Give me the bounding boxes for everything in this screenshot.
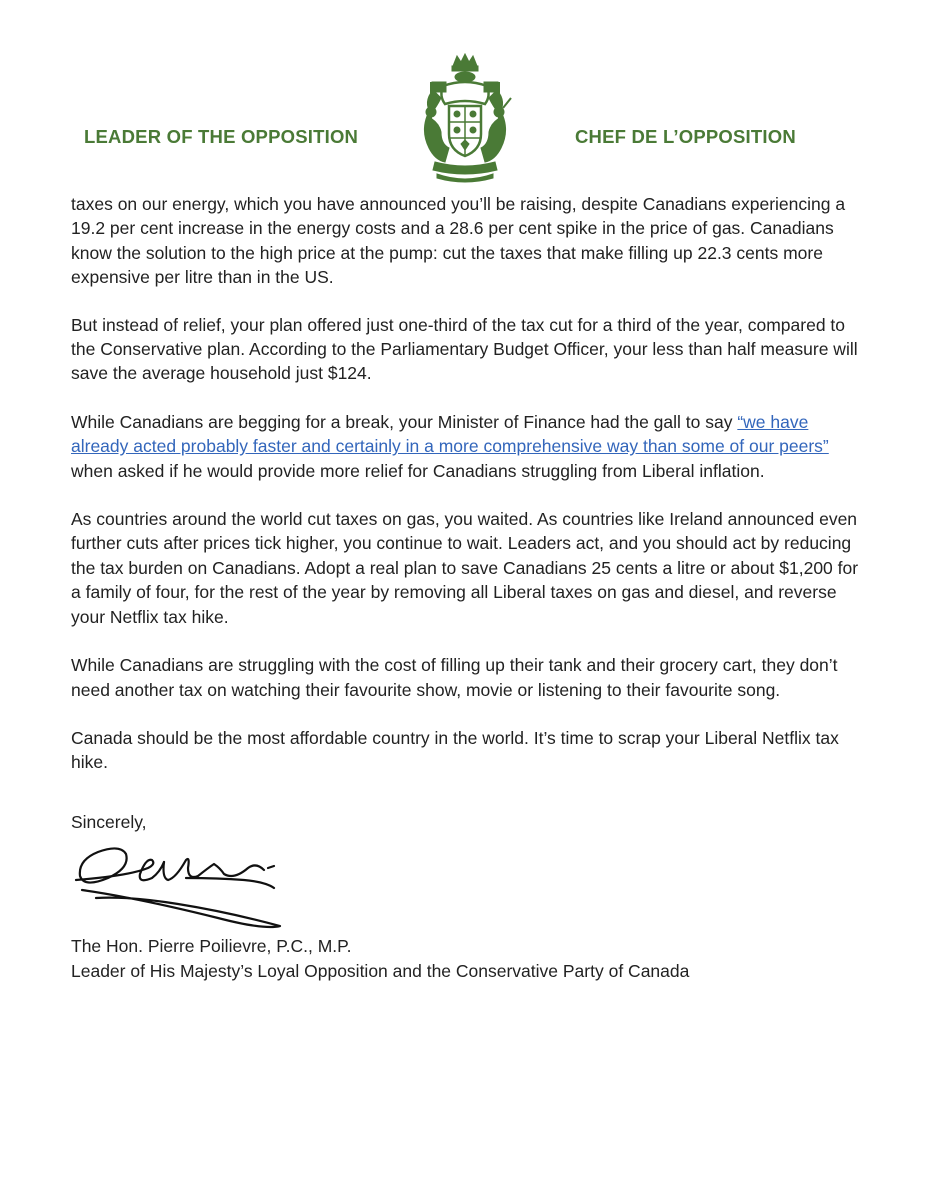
body-paragraph-5: While Canadians are struggling with the cost of filling up their tank and their grocery cart, they don’t need another tax on watching their favourite show, movie or listening to their favourite song. bbox=[71, 655, 838, 700]
signature-block bbox=[71, 934, 689, 983]
body-paragraph-3 bbox=[71, 410, 861, 483]
body-paragraph-1: taxes on our energy, which you have announced you’ll be raising, despite Canadians experiencing a 19.2 per cent increase in the energy costs and a 28.6 per cent spike in the price of gas. Canadians know the solution to the high price at the pump: cut the taxes that make filling up 22.3 cents more expensive per litre than in the US. bbox=[71, 194, 846, 288]
body-paragraph-2: But instead of relief, your plan offered just one-third of the tax cut for a third of the year, compared to the Conservative plan. According to the Parliamentary Budget Officer, your less than half measure will save the average household just $124. bbox=[71, 314, 858, 384]
handwritten-signature-icon bbox=[68, 838, 288, 930]
letterhead-title-french: CHEF DE L’OPPOSITION bbox=[575, 126, 796, 147]
signatory-name: The Hon. Pierre Poilievre, P.C., M.P. bbox=[71, 936, 352, 956]
closing-salutation: Sincerely, bbox=[71, 812, 147, 832]
coat-of-arms-icon bbox=[415, 52, 515, 184]
letterhead-title-english: LEADER OF THE OPPOSITION bbox=[84, 126, 359, 147]
signatory-title: Leader of His Majesty’s Loyal Opposition and the Conservative Party of Canada bbox=[71, 960, 690, 981]
letterhead bbox=[0, 0, 928, 185]
letter-body bbox=[71, 192, 861, 799]
paragraph-3-text-before: While Canadians are begging for a break, your Minister of Finance had the gall to say bbox=[71, 411, 738, 432]
body-paragraph-4: As countries around the world cut taxes on gas, you waited. As countries like Ireland announced even further cuts after prices tick higher, you continue to wait. Leaders act, and you should act by reducing the tax burden on Canadians. Adopt a real plan to save Canadians 25 cents a litre or about $1,200 for a family of four, for the rest of the year by removing all Liberal taxes on gas and diesel, and reverse your Netflix tax hike. bbox=[71, 509, 859, 627]
body-paragraph-6: Canada should be the most affordable country in the world. It’s time to scrap your Liberal Netflix tax hike. bbox=[71, 727, 839, 773]
paragraph-3-text-after: when asked if he would provide more relief for Canadians struggling from Liberal inflation. bbox=[71, 460, 765, 481]
finance-minister-quote-link[interactable]: “we have already acted probably faster and certainly in a more comprehensive way than some of our peers” bbox=[71, 411, 829, 457]
